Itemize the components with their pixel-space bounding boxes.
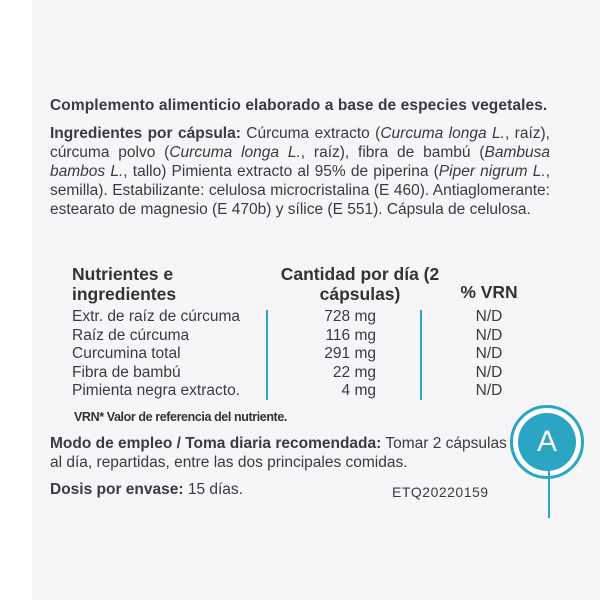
badge-letter: A — [518, 413, 576, 471]
nutrient-name: Curcumina total — [72, 345, 181, 362]
header-amount: Cantidad por día (2 cápsulas) — [280, 264, 440, 304]
usage-text: Tomar 2 cápsulas al día, repartidas, entre las dos principales comidas. — [50, 435, 507, 471]
dose-label: Dosis por envase: — [50, 481, 184, 498]
nutrient-vrn: N/D — [475, 363, 503, 381]
table-row — [72, 382, 527, 401]
label-text — [50, 96, 550, 219]
table-row — [72, 308, 527, 327]
ingredients-latin-4: Piper nigrum L. — [438, 163, 546, 180]
table-row — [72, 345, 527, 364]
nutrient-name: Fibra de bambú — [72, 363, 181, 381]
nutrient-amount: 22 mg — [332, 363, 376, 381]
nutrient-vrn: N/D — [475, 382, 503, 399]
nutrient-vrn: N/D — [475, 326, 503, 344]
nutrient-amount: 728 mg — [324, 308, 376, 325]
accent-line — [548, 470, 550, 518]
nutrient-amount: 291 mg — [324, 345, 376, 362]
header-vrn: % VRN — [460, 282, 518, 302]
table-rows — [72, 308, 527, 401]
ingredients-latin-1: Curcuma longa L. — [380, 125, 505, 142]
dose-text: 15 días. — [183, 481, 243, 498]
nutrient-vrn: N/D — [475, 345, 503, 362]
table-row — [72, 364, 527, 383]
vrn-footnote: VRN* Valor de referencia del nutriente. — [74, 410, 287, 424]
nutrient-vrn: N/D — [475, 308, 503, 325]
ingredients-text-3: , raíz), fibra de bambú ( — [300, 144, 485, 161]
ingredients-text-4: , tallo) Pimienta extracto al 95% de piperina ( — [123, 163, 439, 180]
brand-badge-icon — [510, 405, 584, 479]
ingredients-paragraph — [50, 124, 550, 219]
nutrient-name: Extr. de raíz de cúrcuma — [72, 308, 240, 325]
ingredients-latin-3: Bambusa bambos L. — [50, 144, 551, 180]
ingredients-label: Ingredientes por cápsula: — [50, 125, 241, 142]
left-margin — [0, 0, 32, 600]
nutrient-amount: 116 mg — [325, 326, 376, 344]
nutrient-amount: 4 mg — [341, 382, 376, 399]
ingredients-latin-2: Curcuma longa L. — [169, 144, 301, 161]
ingredients-text-1: Cúrcuma extracto ( — [240, 125, 381, 142]
header-nutrients: Nutrientes e ingredientes — [72, 264, 177, 304]
usage-label: Modo de empleo / Toma diaria recomendada: — [50, 435, 382, 452]
usage-instructions — [50, 434, 520, 472]
product-description: Complemento alimenticio elaborado a base de especies vegetales. — [50, 97, 548, 114]
nutrient-name: Pimienta negra extracto. — [72, 382, 241, 399]
ingredients-text-2: , raíz), cúrcuma polvo ( — [50, 125, 550, 161]
label-code: ETQ20220159 — [392, 484, 489, 500]
table-row — [72, 327, 527, 346]
nutrient-name: Raíz de cúrcuma — [72, 326, 190, 344]
ingredients-text-5: , semilla). Estabilizante: celulosa microcristalina (E 460). Antiaglomerante: estearato de magnesio (E 470b) y sílice (E 551). Cápsula de celulosa. — [50, 163, 550, 218]
dose-info — [50, 481, 243, 499]
